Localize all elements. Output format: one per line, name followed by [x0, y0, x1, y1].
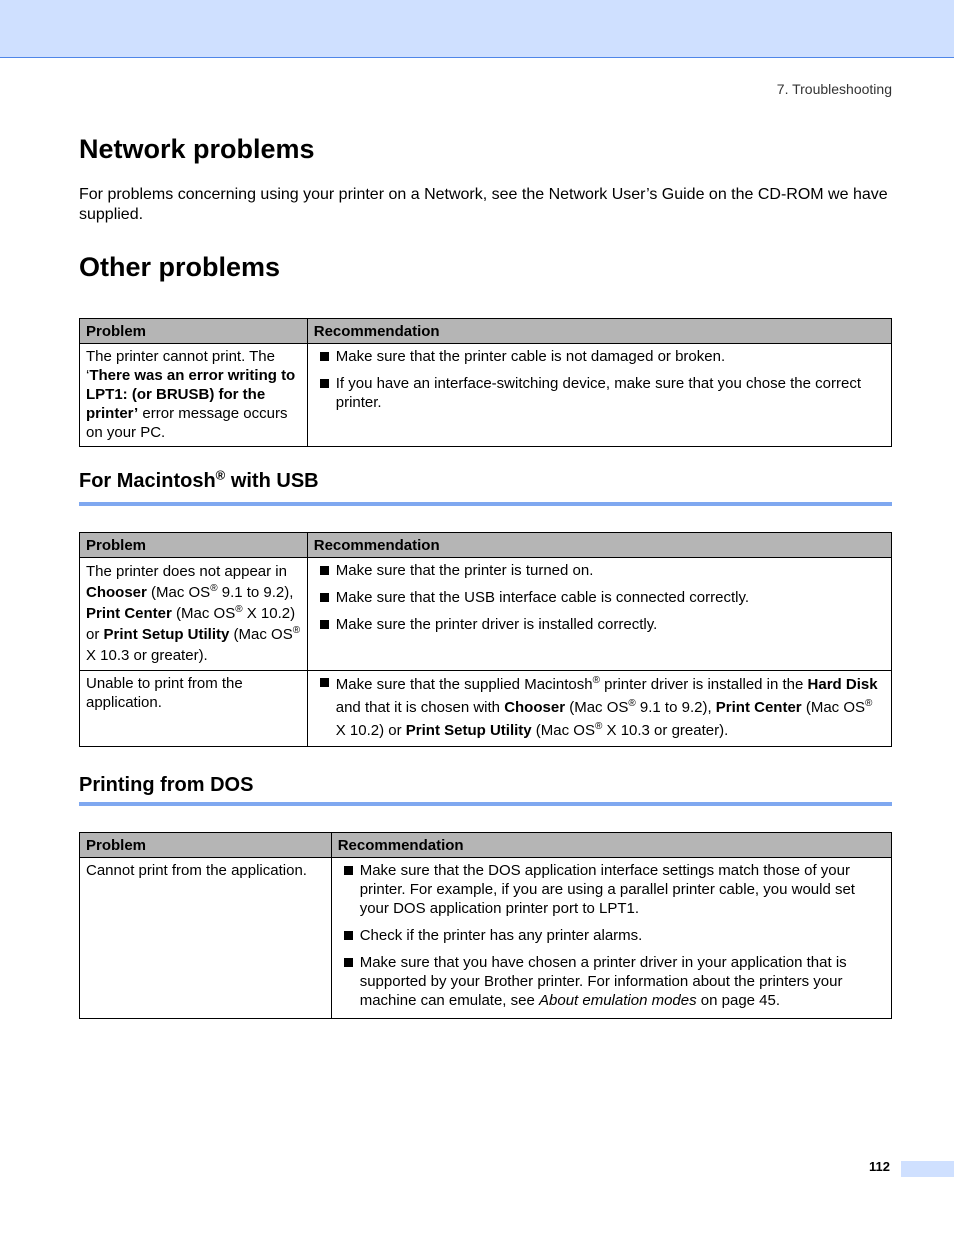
network-problems-text: For problems concerning using your printer on a Network, see the Network User’s Guide on the CD-ROM we have supplied. [79, 186, 888, 223]
list-item: Make sure that the printer cable is not damaged or broken. [314, 347, 885, 366]
table-row [80, 858, 892, 1019]
table-row [80, 671, 892, 747]
problem-cell: The printer cannot print. The ‘There was an error writing to LPT1: (or BRUSB) for the printer’ error message occurs on your PC. [80, 344, 308, 447]
printing-from-dos-heading: Printing from DOS [79, 774, 254, 796]
network-problems-heading: Network problems [79, 134, 315, 164]
emulation-modes-reference[interactable]: About emulation modes [539, 992, 697, 1009]
column-header-recommendation: Recommendation [331, 833, 891, 858]
list-item: Make sure that you have chosen a printer driver in your application that is supported by your Brother printer. For information about the printers your machine can emulate, see About emulation modes on page 45. [338, 953, 885, 1010]
other-problems-heading: Other problems [79, 252, 281, 282]
column-header-problem: Problem [80, 833, 332, 858]
macintosh-usb-table [79, 532, 892, 747]
column-header-problem: Problem [80, 533, 308, 558]
list-item: Make sure that the DOS application interface settings match those of your printer. For example, if you are using a parallel printer cable, you would set your DOS application printer port to LPT1. [338, 861, 885, 918]
header-band [0, 0, 954, 58]
macintosh-usb-heading: For Macintosh® with USB [79, 467, 319, 492]
list-item: Make sure that the USB interface cable is connected correctly. [314, 588, 885, 607]
list-item: Make sure that the printer is turned on. [314, 561, 885, 580]
recommendation-cell [307, 344, 891, 447]
column-header-recommendation: Recommendation [307, 533, 891, 558]
list-item: Make sure that the supplied Macintosh® printer driver is installed in the Hard Disk and that it is chosen with Chooser (Mac OS® 9.1 to 9.2), Print Center (Mac OS® X 10.2) or Print Setup Utility (Mac OS® X 10.3 or greater). [314, 673, 885, 742]
list-item: If you have an interface-switching device, make sure that you chose the correct printer. [314, 374, 885, 412]
recommendation-cell [307, 671, 891, 747]
recommendation-cell [307, 558, 891, 671]
column-header-recommendation: Recommendation [307, 319, 891, 344]
chapter-label: 7. Troubleshooting [776, 81, 892, 97]
page-number: 112 [869, 1159, 890, 1174]
heading-rule [79, 802, 892, 806]
recommendation-cell [331, 858, 891, 1019]
table-row [80, 558, 892, 671]
list-item: Make sure the printer driver is installed correctly. [314, 615, 885, 634]
table-row [80, 344, 892, 447]
list-item: Check if the printer has any printer alarms. [338, 926, 885, 945]
problem-cell: Unable to print from the application. [80, 671, 308, 747]
dos-table [79, 832, 892, 1019]
heading-rule [79, 502, 892, 506]
problem-cell: Cannot print from the application. [80, 858, 332, 1019]
problem-cell: The printer does not appear in Chooser (Mac OS® 9.1 to 9.2), Print Center (Mac OS® X 10.2) or Print Setup Utility (Mac OS® X 10.3 or greater). [80, 558, 308, 671]
page-tab [901, 1161, 954, 1177]
column-header-problem: Problem [80, 319, 308, 344]
other-problems-table [79, 318, 892, 447]
